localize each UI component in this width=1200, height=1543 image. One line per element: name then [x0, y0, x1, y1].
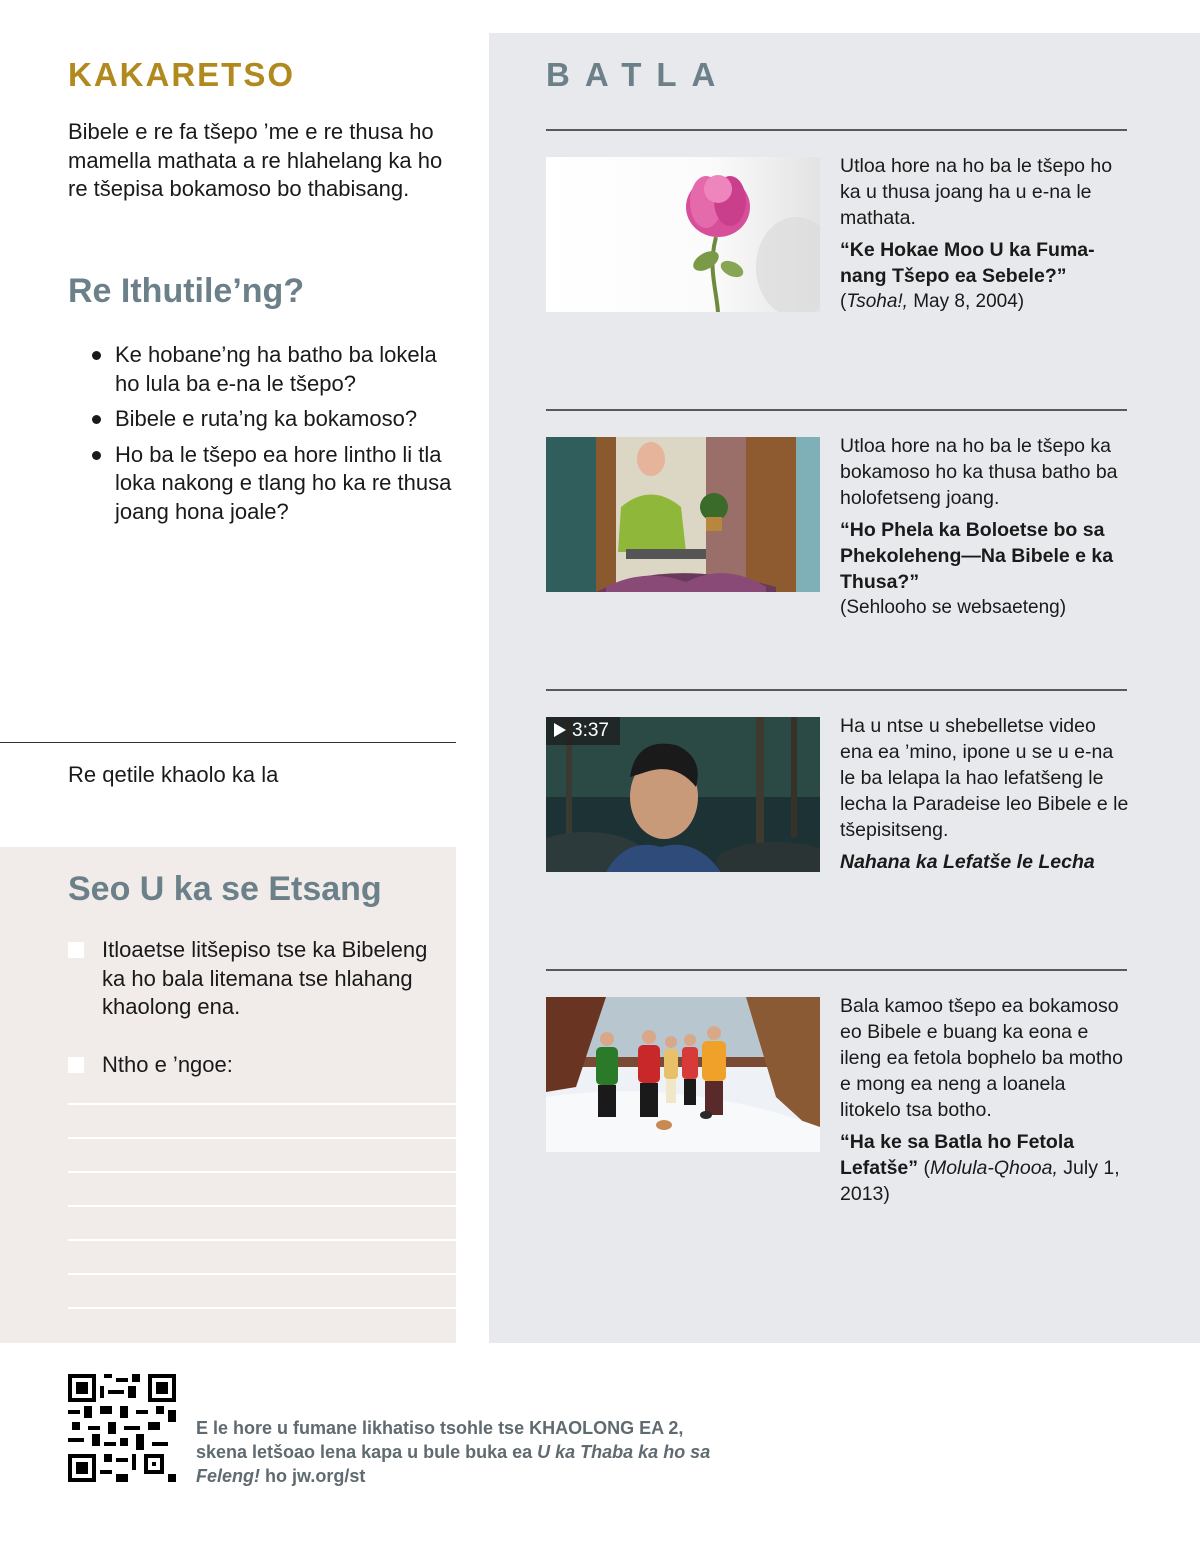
summary-heading: KAKARETSO [68, 56, 296, 93]
item-description: Ha u ntse u shebelletse video ena ea ’mino, ipone u se u e-na le ba lelapa la hao lefatšeng le lecha la Paradeise leo Bibele e le tšepisitseng. [840, 715, 1129, 841]
todo-heading: Seo U ka se Etsang [68, 870, 382, 908]
summary-text: Bibele e re fa tšepo ’me e re thusa ho mamella mathata a re hlahelang ka ho re tšepisa bokamoso bo thabisang. [68, 119, 443, 201]
write-line[interactable] [68, 1239, 456, 1241]
checkbox[interactable] [68, 942, 84, 958]
write-line[interactable] [68, 1307, 456, 1309]
list-item-text: Ke hobane’ng ha batho ba lokela ho lula ba e-na le tšepo? [115, 342, 437, 396]
bullet-icon [92, 451, 101, 460]
divider [0, 742, 456, 743]
todo-item-text: Ntho e ’ngoe: [102, 1052, 233, 1077]
pink-flower-illustration [546, 157, 820, 312]
todo-item-verses[interactable] [68, 936, 438, 1022]
divider [546, 129, 1127, 131]
checkbox[interactable] [68, 1057, 84, 1073]
man-in-wheelchair-image[interactable] [546, 437, 820, 592]
item-description: Utloa hore na ho ba le tšepo ka bokamoso ho ka thusa batho ba holofetseng joang. [840, 435, 1118, 509]
list-item [92, 405, 462, 434]
divider [546, 689, 1127, 691]
more-item [840, 433, 1130, 621]
more-item [840, 993, 1130, 1207]
learned-heading: Re Ithutile’ng? [68, 272, 305, 310]
qr-code-graphic [68, 1374, 176, 1482]
item-title-link[interactable]: Nahana ka Lefatše le Lecha [840, 851, 1095, 873]
list-item [92, 441, 462, 527]
family-walking-snow-illustration [546, 997, 820, 1152]
bullet-icon [92, 351, 101, 360]
write-line[interactable] [68, 1137, 456, 1139]
more-heading: BATLA [546, 56, 731, 93]
list-item-text: Bibele e ruta’ng ka bokamoso? [115, 406, 418, 431]
item-title-link[interactable]: “Ke Hokae Moo U ka Fumanang Tšepo ea Sebele?” [840, 239, 1095, 287]
divider [546, 969, 1127, 971]
read-date-label: Re qetile khaolo ka la [68, 762, 279, 787]
qr-code[interactable] [68, 1374, 176, 1482]
list-item [92, 341, 462, 398]
todo-item-other[interactable] [68, 1051, 438, 1080]
play-icon [554, 723, 566, 737]
more-item [840, 713, 1130, 875]
divider [546, 409, 1127, 411]
video-duration-badge[interactable]: 3:37 [546, 717, 620, 745]
write-line[interactable] [68, 1273, 456, 1275]
family-walking-snow-image[interactable] [546, 997, 820, 1152]
learned-list [92, 341, 462, 533]
write-line[interactable] [68, 1171, 456, 1173]
item-title-link[interactable]: “Ha ke sa Batla ho Fetola Lefatše” (Molula-Qhooa, July 1, 2013) [840, 1131, 1120, 1205]
item-description: Utloa hore na ho ba le tšepo ho ka u thusa joang ha u e-na le mathata. [840, 155, 1113, 229]
todo-item-text: Itloaetse litšepiso tse ka Bibeleng ka ho bala litemana tse hlahang khaolong ena. [102, 937, 428, 1019]
man-in-forest-video[interactable] [546, 717, 820, 872]
more-item [840, 153, 1130, 315]
bullet-icon [92, 415, 101, 424]
item-title-link[interactable]: “Ho Phela ka Boloetse bo sa Phekoleheng—Na Bibele e ka Thusa?” [840, 519, 1114, 593]
todo-panel [0, 847, 456, 1343]
list-item-text: Ho ba le tšepo ea hore lintho li tla loka nakong e tlang ho ka re thusa joang hona joale? [115, 441, 452, 524]
man-in-wheelchair-illustration [546, 437, 820, 592]
item-source: (Tsoha!, May 8, 2004) [840, 291, 1025, 312]
item-source: (Sehlooho se websaeteng) [840, 597, 1067, 618]
pink-flower-image[interactable] [546, 157, 820, 312]
write-line[interactable] [68, 1103, 456, 1105]
write-line[interactable] [68, 1205, 456, 1207]
item-description: Bala kamoo tšepo ea bokamoso eo Bibele e buang ka eona e ileng ea fetola bophelo ba motho e mong ea neng a loanela litokelo tsa botho. [840, 995, 1123, 1121]
footer-text: E le hore u fumane likhatiso tsohle tse KHAOLONG EA 2, skena letšoao lena kapa u bule buka ea U ka Thaba ka ho sa Feleng! ho jw.org/st [196, 1418, 711, 1486]
